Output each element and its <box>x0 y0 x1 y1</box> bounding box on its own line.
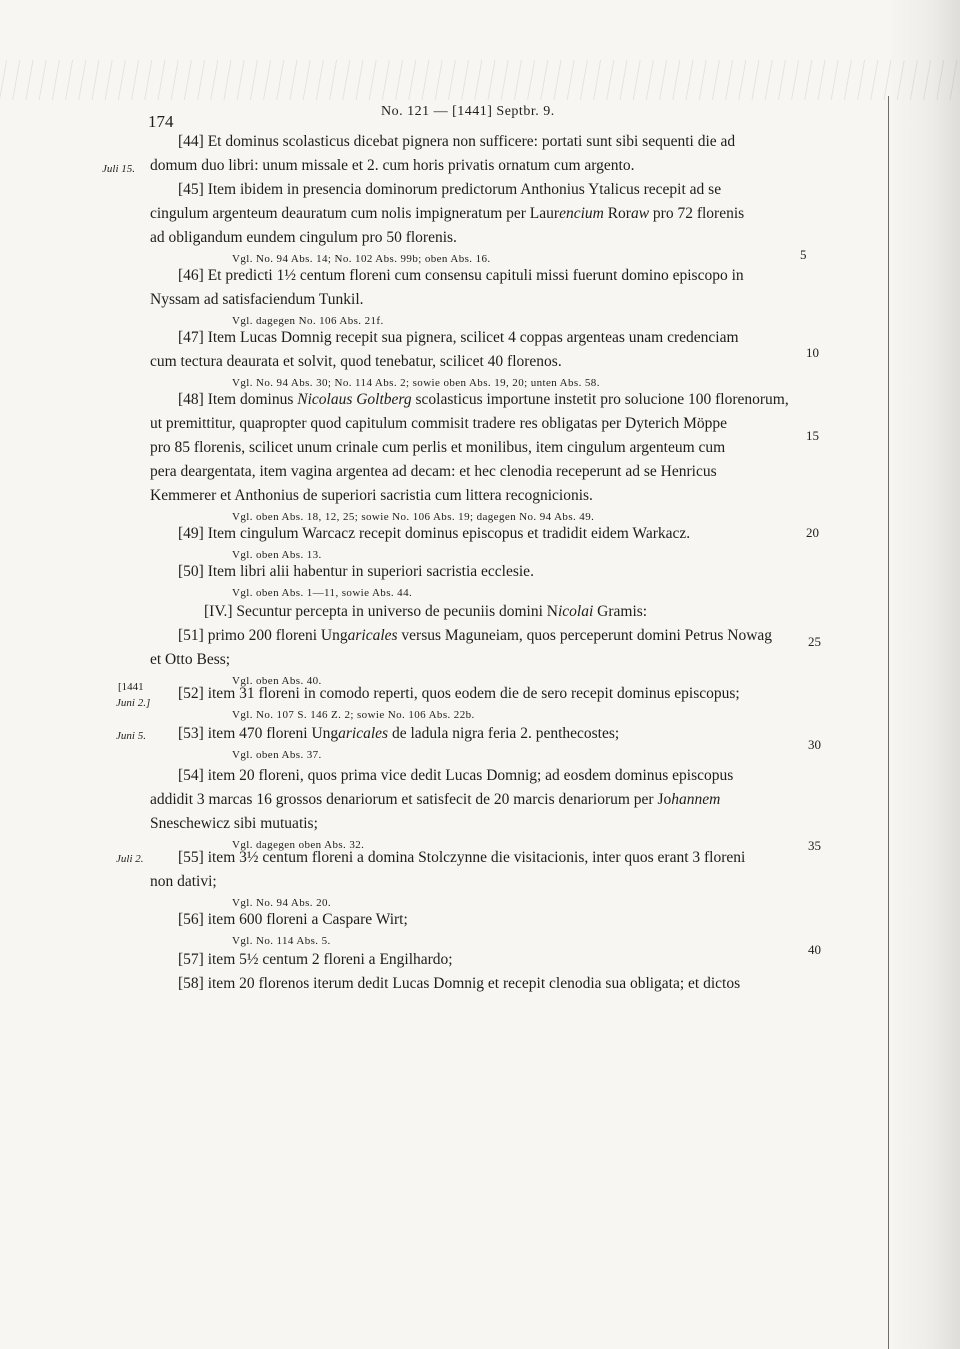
line-number-30: 30 <box>808 737 821 752</box>
paragraph-46-line-2: Nyssam ad satisfaciendum Tunkil. <box>150 291 364 308</box>
paragraph-51-line-1 <box>178 626 772 646</box>
line-number-35: 35 <box>808 838 821 853</box>
paragraph-54-text-a: addidit 3 marcas 16 grossos denariorum et satisfecit de 20 marcis denariorum per Jo <box>150 791 672 808</box>
paragraph-48-italic: Nicolaus Goltberg <box>297 391 412 408</box>
note-51: Vgl. oben Abs. 40. <box>232 675 322 687</box>
paragraph-56: [56] item 600 floreni a Caspare Wirt; <box>178 911 408 928</box>
paragraph-51-text-b: versus Maguneiam, quos perceperunt domini Petrus Nowag <box>397 627 773 644</box>
paragraph-48-text-a: [48] Item dominus <box>178 391 298 408</box>
paragraph-44-line-2: domum duo libri: unum missale et 2. cum horis privatis ornatum cum argento. <box>150 157 635 174</box>
paragraph-48-line-2: ut premittitur, quapropter quod capitulum commisit tradere res obligatas per Dyterich Möppe <box>150 415 728 432</box>
paragraph-57: [57] item 5½ centum 2 floreni a Engilhardo; <box>178 951 453 968</box>
note-49: Vgl. oben Abs. 13. <box>232 549 322 561</box>
paragraph-55-line-2: non dativi; <box>150 873 217 890</box>
note-53: Vgl. oben Abs. 37. <box>232 749 322 761</box>
paragraph-52: [52] item 31 floreni in comodo reperti, quos eodem die de sero recepit dominus episcopus; <box>178 685 740 702</box>
paragraph-51-text-a: [51] primo 200 floreni Ung <box>178 627 348 644</box>
note-56: Vgl. No. 114 Abs. 5. <box>232 935 331 947</box>
paragraph-44-line-1: [44] Et dominus scolasticus dicebat pignera non sufficere: portati sunt sibi sequenti die ad <box>178 133 736 150</box>
running-head: No. 121 — [1441] Septbr. 9. <box>381 104 555 119</box>
section-iv-text-b: Gramis: <box>593 603 648 620</box>
note-48: Vgl. oben Abs. 18, 12, 25; sowie No. 106 Abs. 19; dagegen No. 94 Abs. 49. <box>232 511 595 523</box>
paragraph-54-line-2 <box>150 790 720 810</box>
paragraph-54-italic: hannem <box>671 791 721 808</box>
paragraph-45-text-a: cingulum argenteum deauratum cum nolis impigneratum per Laur <box>150 205 560 222</box>
paragraph-53-italic: aricales <box>338 725 389 742</box>
paragraph-54-line-1: [54] item 20 floreni, quos prima vice dedit Lucas Domnig; ad eosdem dominus episcopus <box>178 767 734 784</box>
paragraph-55-line-1: [55] item 3½ centum floreni a domina Stolczynne die visitacionis, inter quos erant 3 floreni <box>178 849 746 866</box>
section-iv-italic: icolai <box>557 603 594 620</box>
paragraph-45-line-2 <box>150 204 744 224</box>
margin-date-juni2: Juni 2.] <box>116 697 151 709</box>
margin-bracket-1441: [1441 <box>118 681 144 693</box>
line-number-5: 5 <box>800 247 807 262</box>
line-number-20: 20 <box>806 525 819 540</box>
paragraph-51-line-2: et Otto Bess; <box>150 651 231 668</box>
paragraph-48-line-1 <box>178 390 789 410</box>
paragraph-45-line-3: ad obligandum eundem cingulum pro 50 florenis. <box>150 229 457 246</box>
paragraph-45-italic-a: encium <box>559 205 604 222</box>
paragraph-51-italic: aricales <box>347 627 398 644</box>
paragraph-53-text-a: [53] item 470 floreni Ung <box>178 725 339 742</box>
paragraph-47-line-1: [47] Item Lucas Domnig recepit sua pignera, scilicet 4 coppas argenteas unam credenciam <box>178 329 739 346</box>
paragraph-54-line-3: Sneschewicz sibi mutuatis; <box>150 815 318 832</box>
margin-date-juli15: Juli 15. <box>102 163 135 175</box>
paragraph-45-italic-b: aw <box>630 205 650 222</box>
paragraph-49: [49] Item cingulum Warcacz recepit dominus episcopus et tradidit eidem Warkacz. <box>178 525 691 542</box>
page-header <box>0 104 960 134</box>
paragraph-48-text-b: scolasticus importune instetit pro solucione 100 florenorum, <box>411 391 789 408</box>
margin-date-juni5: Juni 5. <box>116 730 146 742</box>
paragraph-46-line-1: [46] Et predicti 1½ centum floreni cum consensu capituli missi fuerunt domino episcopo in <box>178 267 744 284</box>
section-iv-heading <box>204 602 647 622</box>
margin-date-juli2: Juli 2. <box>116 853 144 865</box>
scan-noise-strip <box>0 60 960 100</box>
line-number-40: 40 <box>808 942 821 957</box>
paragraph-48-line-3: pro 85 florenis, scilicet unum crinale cum perlis et monilibus, item cingulum argenteum cum <box>150 439 726 456</box>
paragraph-50: [50] Item libri alii habentur in superiori sacristia ecclesie. <box>178 563 534 580</box>
scan-edge-shadow <box>888 0 960 1349</box>
paragraph-48-line-4: pera deargentata, item vagina argentea ad decam: et hec clenodia receperunt ad se Henricus <box>150 463 717 480</box>
line-number-10: 10 <box>806 345 819 360</box>
section-iv-text-a: [IV.] Secuntur percepta in universo de pecuniis domini N <box>204 603 558 620</box>
note-55: Vgl. No. 94 Abs. 20. <box>232 897 332 909</box>
paragraph-45-line-1: [45] Item ibidem in presencia dominorum predictorum Anthonius Ytalicus recepit ad se <box>178 181 722 198</box>
paragraph-45-text-c: pro 72 florenis <box>649 205 745 222</box>
paragraph-58: [58] item 20 florenos iterum dedit Lucas Domnig et recepit clenodia sua obligata; et dictos <box>178 975 741 992</box>
paragraph-53 <box>178 724 619 744</box>
paragraph-47-line-2: cum tectura deaurata et solvit, quod tenebatur, scilicet 40 florenos. <box>150 353 562 370</box>
line-number-25: 25 <box>808 634 821 649</box>
note-45: Vgl. No. 94 Abs. 14; No. 102 Abs. 99b; oben Abs. 16. <box>232 253 491 265</box>
note-54: Vgl. dagegen oben Abs. 32. <box>232 839 365 851</box>
note-46: Vgl. dagegen No. 106 Abs. 21f. <box>232 315 384 327</box>
line-number-15: 15 <box>806 428 819 443</box>
paragraph-45-text-b: Ror <box>603 205 631 222</box>
page-number: 174 <box>148 112 174 131</box>
page-edge-rule <box>888 96 889 1349</box>
note-47: Vgl. No. 94 Abs. 30; No. 114 Abs. 2; sowie oben Abs. 19, 20; unten Abs. 58. <box>232 377 600 389</box>
paragraph-48-line-5: Kemmerer et Anthonius de superiori sacristia cum littera recognicionis. <box>150 487 593 504</box>
note-50: Vgl. oben Abs. 1—11, sowie Abs. 44. <box>232 587 413 599</box>
note-52: Vgl. No. 107 S. 146 Z. 2; sowie No. 106 Abs. 22b. <box>232 709 475 721</box>
paragraph-53-text-b: de ladula nigra feria 2. penthecostes; <box>388 725 620 742</box>
